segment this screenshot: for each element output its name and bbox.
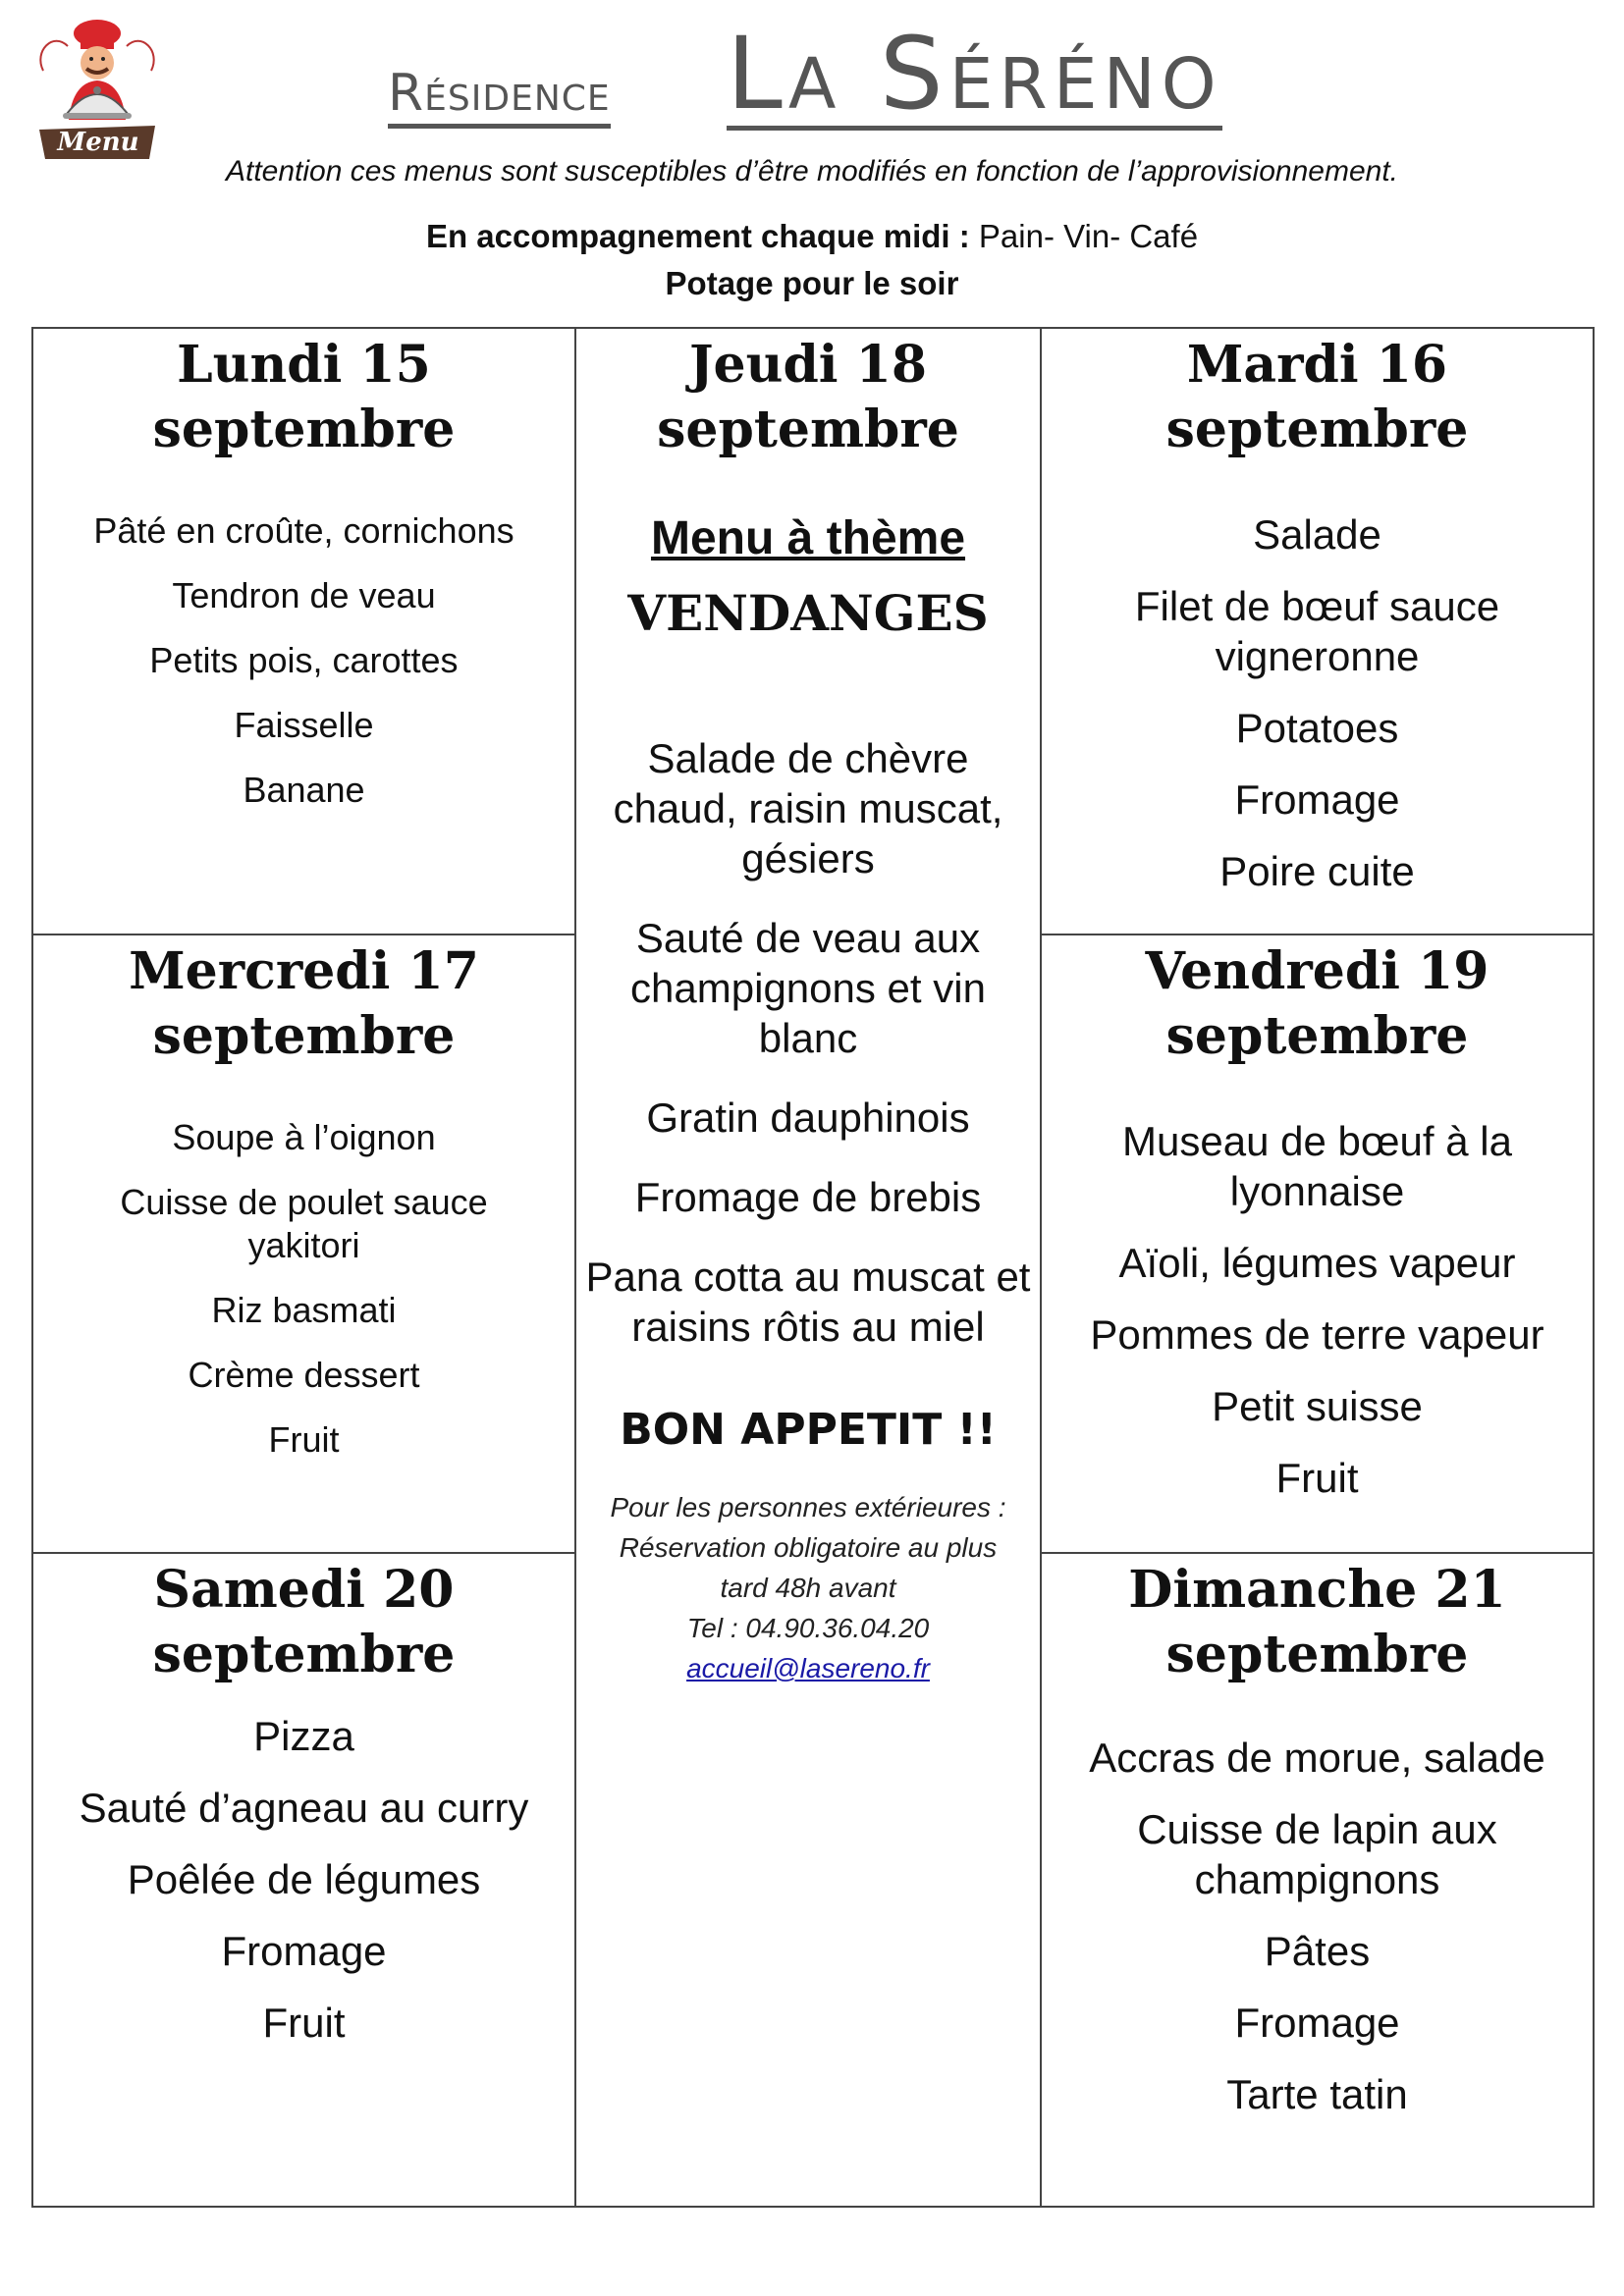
title-residence: Résidence: [388, 63, 611, 129]
dish-item: Pizza: [253, 1713, 354, 1759]
dish-item: Fromage: [221, 1928, 387, 1974]
dish-item: Salade de chèvre chaud, raisin muscat, gésiers: [613, 735, 1003, 881]
dish-list: [576, 733, 1040, 1352]
dish-item: Riz basmati: [211, 1290, 397, 1330]
menu-change-notice: Attention ces menus sont susceptibles d’être modifiés en fonction de l’approvisionnement.: [225, 155, 1398, 187]
dish-list: [33, 1116, 574, 1462]
day-cell-jeudi: [576, 329, 1040, 2206]
weekly-menu-grid: [31, 327, 1595, 2208]
day-month: septembre: [1165, 1625, 1469, 1684]
day-title: [33, 939, 574, 1069]
dish-item: Fruit: [1275, 1455, 1359, 1501]
day-month: septembre: [1165, 400, 1469, 459]
dish-item: Fruit: [262, 2000, 346, 2046]
dish-item: Tendron de veau: [172, 575, 436, 615]
day-month: septembre: [152, 400, 456, 459]
reservation-line: tard 48h avant: [720, 1573, 896, 1603]
day-month: septembre: [152, 1006, 456, 1066]
dish-item: Museau de bœuf à la lyonnaise: [1122, 1118, 1512, 1214]
day-title: [33, 333, 574, 462]
dish-item: Tarte tatin: [1226, 2071, 1408, 2117]
dish-item: Accras de morue, salade: [1089, 1735, 1545, 1781]
dish-item: Pommes de terre vapeur: [1090, 1311, 1544, 1358]
theme-menu-label: Menu à thème: [650, 512, 966, 564]
dish-item: Cuisse de poulet sauce yakitori: [120, 1182, 488, 1265]
dish-item: Faisselle: [234, 705, 374, 745]
dish-item: Petit suisse: [1212, 1383, 1423, 1429]
dish-item: Sauté d’agneau au curry: [79, 1785, 529, 1831]
reservation-info: [576, 1487, 1040, 1688]
day-month: septembre: [657, 400, 959, 459]
dish-item: Salade: [1253, 511, 1381, 558]
day-cell-lundi: [33, 329, 574, 934]
logo-text: Menu: [57, 128, 139, 157]
chef-menu-logo: [33, 12, 161, 167]
dish-item: Pâté en croûte, cornichons: [93, 510, 514, 551]
day-name: Mardi 16: [1186, 335, 1448, 395]
dish-item: Gratin dauphinois: [646, 1095, 970, 1141]
day-title: [33, 1558, 574, 1687]
reservation-phone: Tel : 04.90.36.04.20: [686, 1613, 930, 1643]
day-cell-mardi: [1042, 329, 1593, 934]
dish-item: Petits pois, carottes: [149, 640, 459, 680]
dish-item: Poêlée de légumes: [127, 1856, 481, 1902]
day-cell-vendredi: [1042, 935, 1593, 1552]
dish-item: Potatoes: [1235, 705, 1399, 751]
dish-item: Cuisse de lapin aux champignons: [1137, 1806, 1497, 1902]
reservation-line: Pour les personnes extérieures :: [610, 1492, 1006, 1522]
day-name: Dimanche 21: [1128, 1560, 1506, 1620]
day-cell-samedi: [33, 1554, 574, 2206]
day-name: Samedi 20: [153, 1560, 455, 1620]
dish-list: [33, 509, 574, 812]
bon-appetit: BON APPETIT !!: [620, 1405, 997, 1455]
dish-list: [1042, 1116, 1593, 1503]
reservation-email-link[interactable]: accueil@lasereno.fr: [686, 1653, 930, 1683]
dish-item: Fromage de brebis: [634, 1174, 982, 1220]
accompaniment-value: Pain- Vin- Café: [978, 218, 1199, 254]
accompaniment-line: [0, 218, 1624, 255]
dish-item: Pâtes: [1264, 1928, 1371, 1974]
reservation-line: Réservation obligatoire au plus: [619, 1532, 998, 1563]
dish-item: Sauté de veau aux champignons et vin blanc: [630, 915, 986, 1061]
dish-item: Pana cotta au muscat et raisins rôtis au miel: [585, 1254, 1031, 1350]
day-month: septembre: [1165, 1006, 1469, 1066]
dish-item: Fromage: [1234, 776, 1400, 823]
dish-list: [1042, 1733, 1593, 2119]
day-title: [1042, 1558, 1593, 1687]
day-name: Vendredi 19: [1145, 941, 1489, 1001]
day-title: [1042, 333, 1593, 462]
theme-name: VENDANGES: [627, 584, 989, 642]
accompaniment-label: En accompagnement chaque midi :: [425, 218, 970, 254]
day-title: [1042, 939, 1593, 1069]
dish-item: Banane: [243, 770, 365, 810]
day-month: septembre: [152, 1625, 456, 1684]
dish-item: Fruit: [268, 1419, 340, 1460]
residence-title: [388, 16, 1272, 133]
day-cell-dimanche: [1042, 1554, 1593, 2206]
dish-item: Soupe à l’oignon: [172, 1117, 436, 1157]
dish-item: Poire cuite: [1219, 848, 1415, 894]
day-name: Jeudi 18: [688, 335, 928, 395]
dish-item: Fromage: [1234, 2000, 1400, 2046]
day-name: Mercredi 17: [129, 941, 479, 1001]
dish-list: [1042, 509, 1593, 896]
day-title: [576, 333, 1040, 462]
title-la-sereno: La Séréno: [727, 16, 1222, 133]
dish-item: Aïoli, légumes vapeur: [1118, 1240, 1516, 1286]
day-cell-mercredi: [33, 935, 574, 1552]
dish-list: [33, 1711, 574, 2048]
day-name: Lundi 15: [177, 335, 431, 395]
evening-soup-line: Potage pour le soir: [665, 265, 959, 301]
dish-item: Filet de bœuf sauce vigneronne: [1134, 583, 1500, 679]
dish-item: Crème dessert: [188, 1355, 420, 1395]
